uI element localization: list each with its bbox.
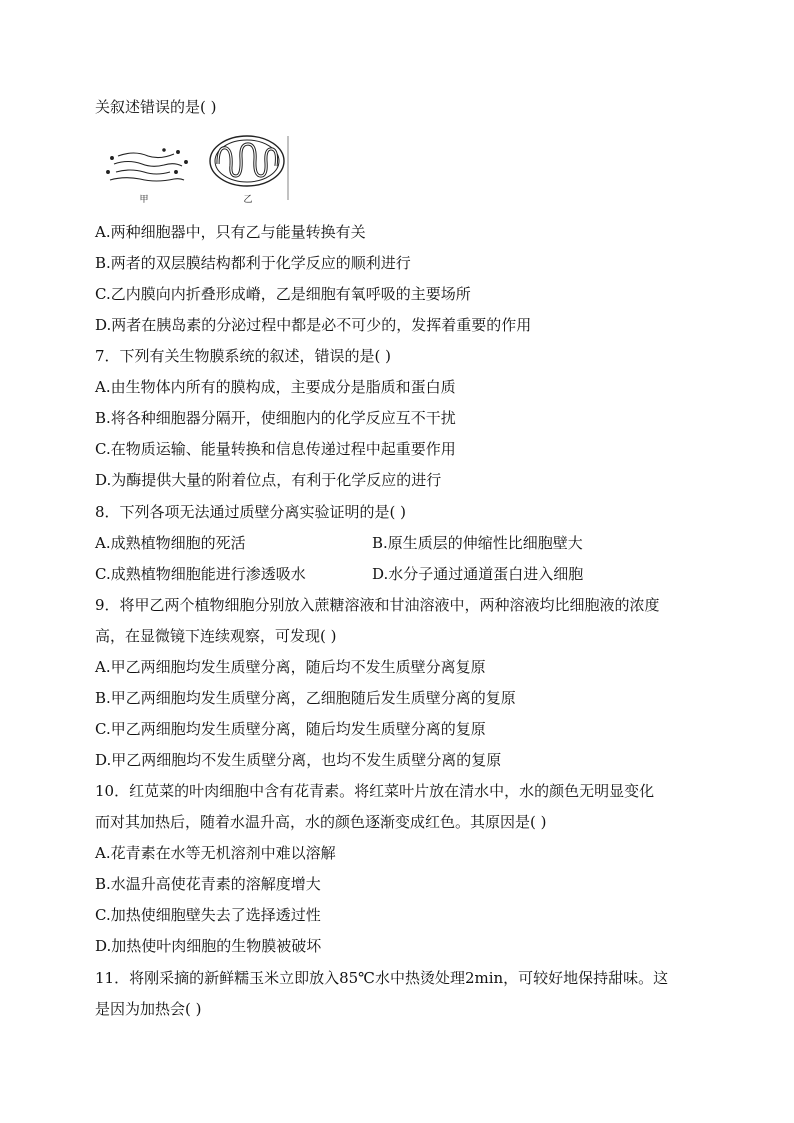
q9-stem-line2: 高，在显微镜下连续观察，可发现( ) <box>95 627 337 645</box>
q10-stem-line2: 而对其加热后，随着水温升高，水的颜色逐渐变成红色。其原因是( ) <box>95 813 547 831</box>
q7-option-b: B.将各种细胞器分隔开，使细胞内的化学反应互不干扰 <box>95 409 456 427</box>
q6-option-b: B.两者的双层膜结构都利于化学反应的顺利进行 <box>95 254 411 272</box>
q7-option-c: C.在物质运输、能量转换和信息传递过程中起重要作用 <box>95 440 456 458</box>
q6-option-c: C.乙内膜向内折叠形成嵴，乙是细胞有氧呼吸的主要场所 <box>95 285 471 303</box>
q9-option-c: C.甲乙两细胞均发生质壁分离，随后均发生质壁分离的复原 <box>95 720 486 738</box>
q8-option-b: B.原生质层的伸缩性比细胞壁大 <box>372 534 583 552</box>
q10-option-c: C.加热使细胞壁失去了选择透过性 <box>95 906 321 924</box>
q6-option-a: A.两种细胞器中，只有乙与能量转换有关 <box>95 223 366 241</box>
q9-stem-line1: 9．将甲乙两个植物细胞分别放入蔗糖溶液和甘油溶液中，两种溶液均比细胞液的浓度 <box>95 596 660 614</box>
q8-stem: 8．下列各项无法通过质壁分离实验证明的是( ) <box>95 503 407 521</box>
q8-option-c: C.成熟植物细胞能进行渗透吸水 <box>95 565 306 583</box>
q8-option-d: D.水分子通过通道蛋白进入细胞 <box>372 565 584 583</box>
q8-option-a: A.成熟植物细胞的死活 <box>95 534 246 552</box>
q7-stem: 7．下列有关生物膜系统的叙述，错误的是( ) <box>95 347 392 365</box>
q10-option-d: D.加热使叶肉细胞的生物膜被破坏 <box>95 937 322 955</box>
q9-option-a: A.甲乙两细胞均发生质壁分离，随后均不发生质壁分离复原 <box>95 658 486 676</box>
q6-option-d: D.两者在胰岛素的分泌过程中都是必不可少的，发挥着重要的作用 <box>95 316 532 334</box>
figure-label-right: 乙 <box>243 195 253 205</box>
q11-stem-line1: 11．将刚采摘的新鲜糯玉米立即放入85℃水中热烫处理2min，可较好地保持甜味。这 <box>95 969 669 987</box>
q6-stem-tail: 关叙述错误的是( ) <box>95 98 217 116</box>
q11-stem-line2: 是因为加热会( ) <box>95 1000 202 1018</box>
q7-option-d: D.为酶提供大量的附着位点，有利于化学反应的进行 <box>95 471 442 489</box>
organelle-figure <box>104 132 304 208</box>
figure-label-left: 甲 <box>139 195 149 205</box>
q9-option-b: B.甲乙两细胞均发生质壁分离，乙细胞随后发生质壁分离的复原 <box>95 689 516 707</box>
q7-option-a: A.由生物体内所有的膜构成，主要成分是脂质和蛋白质 <box>95 378 456 396</box>
q10-option-a: A.花青素在水等无机溶剂中难以溶解 <box>95 844 336 862</box>
q10-stem-line1: 10．红苋菜的叶肉细胞中含有花青素。将红菜叶片放在清水中，水的颜色无明显变化 <box>95 782 655 800</box>
mitochondrion-icon <box>210 136 284 186</box>
q9-option-d: D.甲乙两细胞均不发生质壁分离，也均不发生质壁分离的复原 <box>95 751 502 769</box>
golgi-apparatus-icon <box>107 149 188 181</box>
q10-option-b: B.水温升高使花青素的溶解度增大 <box>95 875 321 893</box>
